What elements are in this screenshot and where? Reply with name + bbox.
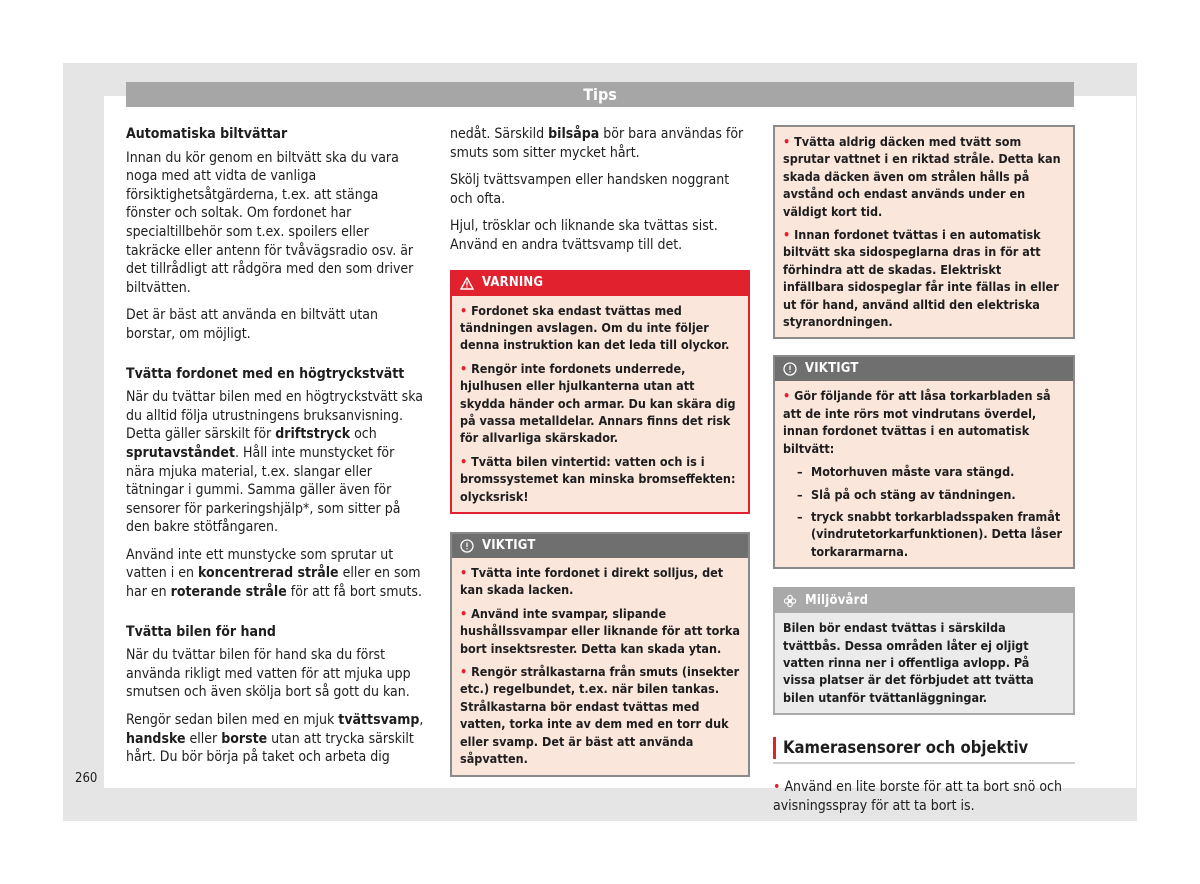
red-bullet: • [460,302,468,318]
warning-item: • Rengör inte fordonets underrede, hjulhusen eller hjulkanterna utan att skydda händer och armar. Du kan skära dig på vassa metalldelar. Annars finns det risk för allvarliga skärskador. [460,360,736,446]
info-circle-icon [783,362,797,376]
heading-automatic-carwash: Automatiska biltvättar [126,126,288,142]
note-title: VIKTIGT [482,537,536,553]
warning-title: VARNING [482,275,544,291]
paragraph: När du tvättar bilen med en högtryckstvätt ska du alltid följa utrustningens bruksanvisning. Detta gäller särskilt för driftstryck och sprutavståndet. Håll inte munstycket för nära mjuka material, t.ex. slangar eller tätningar i gummi. Samma gäller även för sensorer för parkeringshjälp*, som sitter på den bakre stötfångaren. [126,389,423,536]
note-item: • Innan fordonet tvättas i en automatisk biltvätt ska sidospeglarna dras in för att förhindra att de skadas. Elektriskt infällbara sidospeglar får inte fällas in eller ut för hand, använd alltid den elektriska styranordningen. [783,227,1059,330]
paragraph: Använd inte ett munstycke som sprutar ut vatten i en koncentrerad stråle eller en som har en roterande stråle för att få bort smuts. [126,546,422,601]
red-bullet: • [783,134,791,149]
heading-pressure-washer: Tvätta fordonet med en högtryckstvätt [126,365,405,382]
note-continuation-box [773,125,1075,339]
warning-item: • Tvätta bilen vintertid: vatten och is i bromssystemet kan minska bromseffekten: olycksrisk! [460,453,736,504]
paragraph: nedåt. Särskild bilsåpa bör bara användas för smuts som sitter mycket hårt. [450,126,744,161]
paragraph: Innan du kör genom en biltvätt ska du vara noga med att vidta de vanliga försiktighetsåtgärderna, t.ex. att stänga fönster och soltak. Om fordonet har specialtillbehör som t.ex. spoilers eller takräcke eller antenn för tvåvägsradio osv. är det tillrådligt att rådgöra med den som driver biltvätten. [126,149,414,296]
red-bullet: • [773,779,781,796]
red-bullet: • [460,664,468,680]
warning-item: • Fordonet ska endast tvättas med tändningen avslagen. Om du inte följer denna instruktion kan det leda till olyckor. [460,302,730,353]
page-number: 260 [75,771,98,786]
column-2 [450,125,750,795]
column-1 [126,125,426,767]
red-bullet: • [783,388,791,404]
flower-icon [783,594,797,608]
dash-item: – Motorhuven måste vara stängd. [797,464,1015,480]
note-item: • Tvätta inte fordonet i direkt solljus, det kan skada lacken. [460,565,724,598]
paragraph: • Använd en lite borste för att ta bort snö och avisningsspray för att ta bort is. [773,779,1062,814]
warning-header [452,272,748,296]
warning-triangle-icon [460,277,474,291]
info-circle-icon [460,539,474,553]
section-divider [773,762,1075,764]
section-title-camera: Kamerasensorer och objektiv [773,737,1075,759]
red-bullet: • [460,565,468,581]
warning-box [450,270,750,514]
note-header [452,534,748,558]
red-bullet: • [783,227,791,243]
column-3 [773,125,1075,815]
environment-box [773,587,1075,715]
red-bullet: • [460,453,468,469]
paragraph: Det är bäst att använda en biltvätt utan borstar, om möjligt. [126,307,378,342]
red-bullet: • [460,605,468,621]
environment-header [775,589,1073,613]
paragraph: Hjul, trösklar och liknande ska tvättas sist. Använd en andra tvättsvamp till det. [450,218,718,253]
note-item: • Använd inte svampar, slipande hushållssvampar eller liknande för att torka bort insektsrester. Detta kan skada ytan. [460,605,740,656]
heading-hand-wash: Tvätta bilen för hand [126,623,276,640]
environment-title: Miljövård [805,592,869,608]
note-item: • Tvätta aldrig däcken med tvätt som sprutar vattnet i en riktad stråle. Detta kan skada däcken även om strålen hålls på avstånd och endast används under en väldigt kort tid. [783,134,1061,219]
note-box [450,532,750,776]
note-box [773,355,1075,569]
paragraph: Skölj tvättsvampen eller handsken noggrant och ofta. [450,172,730,207]
note-header [775,357,1073,381]
environment-text: Bilen bör endast tvättas i särskilda tvättbås. Dessa områden låter ej oljigt vatten rinna ner i offentliga avlopp. På vissa platser är det förbjudet att tvätta bilen utanför tvättanläggningar. [783,620,1034,705]
paragraph: När du tvättar bilen för hand ska du först använda rikligt med vatten för att mjuka upp smutsen och även skölja bort så gott du kan. [126,647,411,701]
red-bullet: • [460,360,468,376]
dash-item: – Slå på och stäng av tändningen. [797,486,1016,502]
section-header: Tips [126,82,1074,107]
paragraph: Rengör sedan bilen med en mjuk tvättsvamp, handske eller borste utan att trycka särskilt hårt. Du bör börja på taket och arbeta dig [126,712,424,766]
note-item: • Rengör strålkastarna från smuts (insekter etc.) regelbundet, t.ex. när bilen tankas. Strålkastarna bör endast tvättas med vatten, torka inte av dem med en torr duk eller svamp. Det är bäst att använda såpvatten. [460,664,740,767]
dash-item: – tryck snabbt torkarbladsspaken framåt (vindrutetorkarfunktionen). Detta låser torkararmarna. [797,508,1063,559]
note-title: VIKTIGT [805,361,859,377]
note-item: • Gör följande för att låsa torkarbladen så att de inte rörs mot vindrutans överdel, innan fordonet tvättas i en automatisk biltvätt: [783,388,1051,456]
